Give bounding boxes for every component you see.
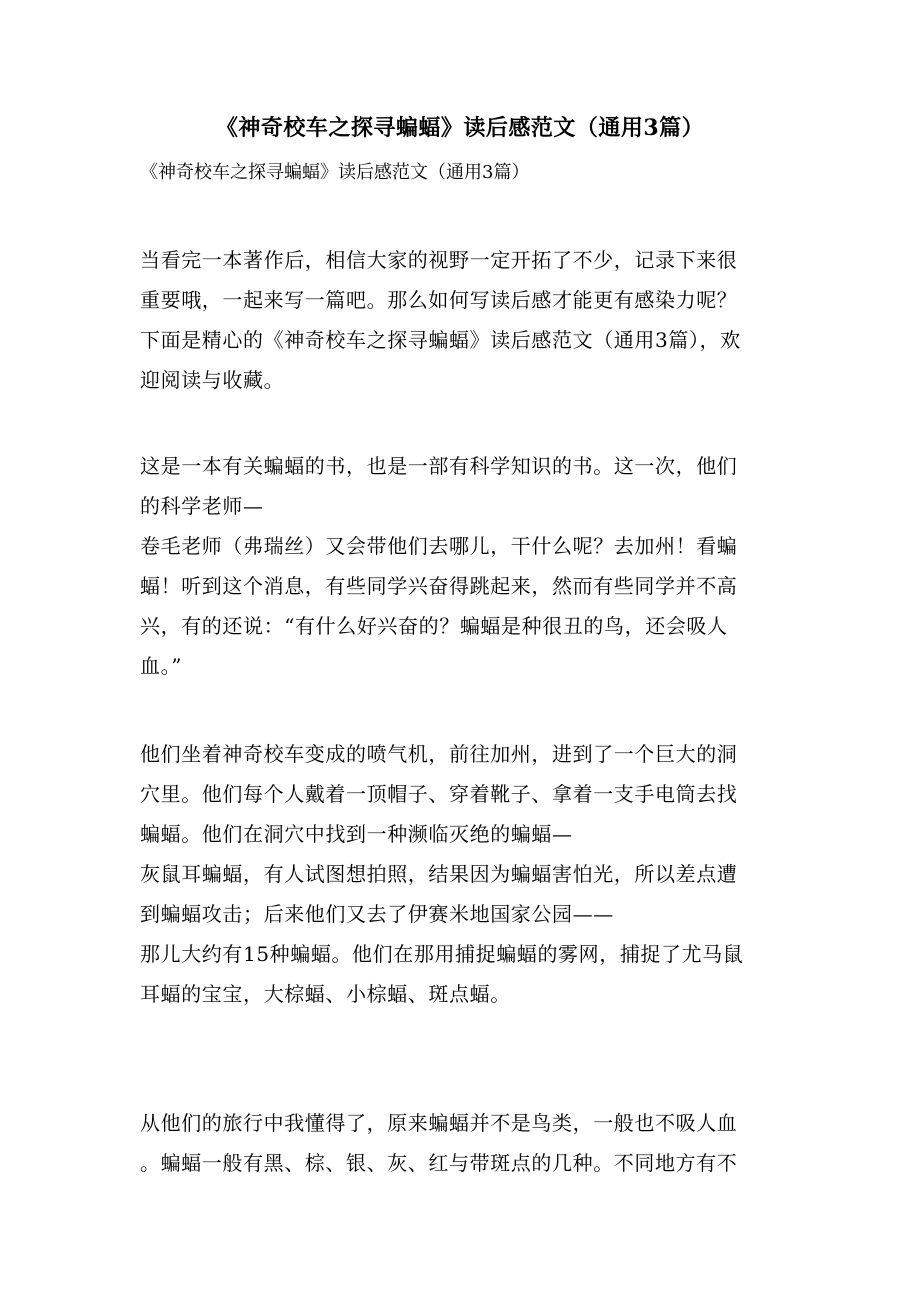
paragraph-line: 蝠！听到这个消息，有些同学兴奋得跳起来，然而有些同学并不高 bbox=[140, 574, 738, 598]
paragraph-line: 卷毛老师（弗瑞丝）又会带他们去哪儿，干什么呢？去加州！看蝙 bbox=[140, 534, 738, 558]
paragraph-line: 从他们的旅行中我懂得了，原来蝙蝠并不是鸟类，一般也不吸人血 bbox=[140, 1111, 738, 1135]
paragraph-book-intro bbox=[140, 446, 780, 686]
paragraph-line: 。蝙蝠一般有黑、棕、银、灰、红与带斑点的几种。不同地方有不 bbox=[140, 1151, 738, 1175]
paragraph-intro bbox=[140, 240, 780, 400]
paragraph-line: 下面是精心的《神奇校车之探寻蝙蝠》读后感范文（通用3篇），欢 bbox=[140, 328, 741, 352]
paragraph-line: 那儿大约有15种蝙蝠。他们在那用捕捉蝙蝠的雾网，捕捉了尤马鼠 bbox=[140, 942, 744, 966]
paragraph-line: 穴里。他们每个人戴着一顶帽子、穿着靴子、拿着一支手电筒去找 bbox=[140, 782, 738, 806]
paragraph-line: 他们坐着神奇校车变成的喷气机，前往加州，进到了一个巨大的洞 bbox=[140, 742, 738, 766]
paragraph-line: 重要哦，一起来写一篇吧。那么如何写读后感才能更有感染力呢？ bbox=[140, 288, 738, 312]
document-title: 《神奇校车之探寻蝙蝠》读后感范文（通用3篇） bbox=[215, 115, 705, 141]
paragraph-line: 到蝙蝠攻击；后来他们又去了伊赛米地国家公园—— bbox=[140, 902, 614, 926]
paragraph-line: 的科学老师— bbox=[140, 494, 264, 518]
paragraph-line: 耳蝠的宝宝，大棕蝠、小棕蝠、斑点蝠。 bbox=[140, 982, 511, 1006]
paragraph-line: 当看完一本著作后，相信大家的视野一定开拓了不少，记录下来很 bbox=[140, 248, 738, 272]
paragraph-journey bbox=[140, 734, 780, 1014]
paragraph-line: 血。” bbox=[140, 654, 183, 678]
paragraph-learnings bbox=[140, 1103, 780, 1183]
paragraph-line: 迎阅读与收藏。 bbox=[140, 368, 285, 392]
paragraph-line: 蝙蝠。他们在洞穴中找到一种濒临灭绝的蝙蝠— bbox=[140, 822, 573, 846]
document-subtitle: 《神奇校车之探寻蝙蝠》读后感范文（通用3篇） bbox=[140, 162, 530, 183]
paragraph-line: 灰鼠耳蝙蝠，有人试图想拍照，结果因为蝙蝠害怕光，所以差点遭 bbox=[140, 862, 738, 886]
paragraph-line: 这是一本有关蝙蝠的书，也是一部有科学知识的书。这一次，他们 bbox=[140, 454, 738, 478]
paragraph-line: 兴，有的还说：“有什么好兴奋的？蝙蝠是种很丑的鸟，还会吸人 bbox=[140, 614, 728, 638]
